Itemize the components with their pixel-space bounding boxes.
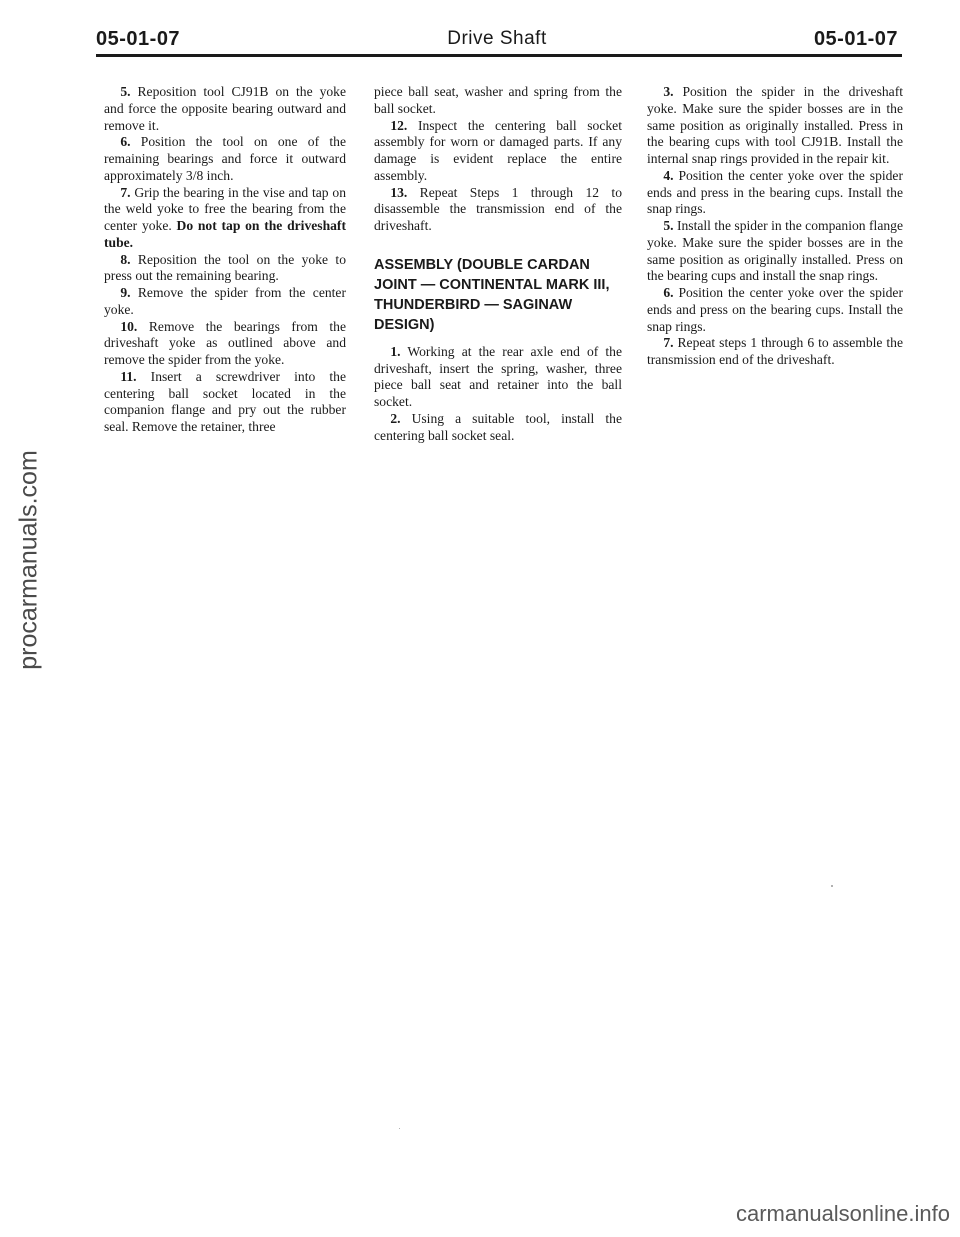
step-paragraph: 9. Remove the spider from the center yoke. [104, 285, 346, 317]
step-paragraph: 12. Inspect the centering ball socket assembly for worn or damaged parts. If any damage is evident replace the entire assembly. [374, 117, 622, 183]
section-number-left: 05-01-07 [96, 28, 181, 50]
step-paragraph: 10. Remove the bearings from the driveshaft yoke as outlined above and remove the spider from the yoke. [104, 318, 346, 367]
header-rule [96, 54, 902, 57]
step-paragraph: 6. Position the tool on one of the remaining bearings and force it outward approximately 3/8 inch. [104, 134, 346, 183]
warning-text: Do not tap on the driveshaft tube. [104, 218, 346, 250]
step-paragraph: 8. Reposition the tool on the yoke to press out the remaining bearing. [104, 251, 346, 284]
section-number-right: 05-01-07 [813, 28, 898, 50]
step-paragraph: 4. Position the center yoke over the spider ends and press in the bearing cups. Install the snap rings. [647, 167, 903, 217]
scan-speck [399, 1128, 400, 1129]
text-column-2 [374, 84, 622, 444]
page-title: Drive Shaft [447, 28, 547, 49]
side-watermark [4, 360, 54, 760]
side-watermark-text: procarmanuals.com [14, 450, 43, 670]
step-paragraph: 1. Working at the rear axle end of the driveshaft, insert the spring, washer, three piece ball seat and retainer into the ball socket. [374, 343, 622, 409]
step-paragraph: 3. Position the spider in the driveshaft yoke. Make sure the spider bosses are in the same position as originally installed. Press in the bearing cups with tool CJ91B. Install the internal snap rings provided in the repair kit. [647, 84, 903, 166]
step-paragraph: 11. Insert a screwdriver into the centering ball socket located in the companion flange and pry out the rubber seal. Remove the retainer, three [104, 368, 346, 434]
step-paragraph: 7. Grip the bearing in the vise and tap on the weld yoke to free the bearing from the center yoke. Do not tap on the driveshaft tube. [104, 184, 346, 250]
continued-paragraph: piece ball seat, washer and spring from the ball socket. [374, 84, 622, 116]
step-paragraph: 2. Using a suitable tool, install the centering ball socket seal. [374, 410, 622, 443]
text-column-1 [104, 84, 346, 436]
step-paragraph: 5. Reposition tool CJ91B on the yoke and force the opposite bearing outward and remove it. [104, 84, 346, 133]
step-paragraph: 6. Position the center yoke over the spider ends and press on the bearing cups. Install the snap rings. [647, 285, 903, 334]
step-paragraph: 7. Repeat steps 1 through 6 to assemble the transmission end of the driveshaft. [647, 335, 903, 367]
section-heading: ASSEMBLY (DOUBLE CARDAN JOINT — CONTINENTAL MARK III, THUNDERBIRD — SAGINAW DESIGN) [374, 256, 610, 333]
step-paragraph: 13. Repeat Steps 1 through 12 to disassemble the transmission end of the driveshaft. [374, 184, 622, 233]
text-column-3 [647, 84, 903, 369]
scan-speck [831, 885, 833, 887]
step-paragraph: 5. Install the spider in the companion flange yoke. Make sure the spider bosses are in the same position as originally installed. Press on the bearing cups and install the snap rings. [647, 218, 903, 284]
footer-watermark: carmanualsonline.info [735, 1201, 950, 1226]
